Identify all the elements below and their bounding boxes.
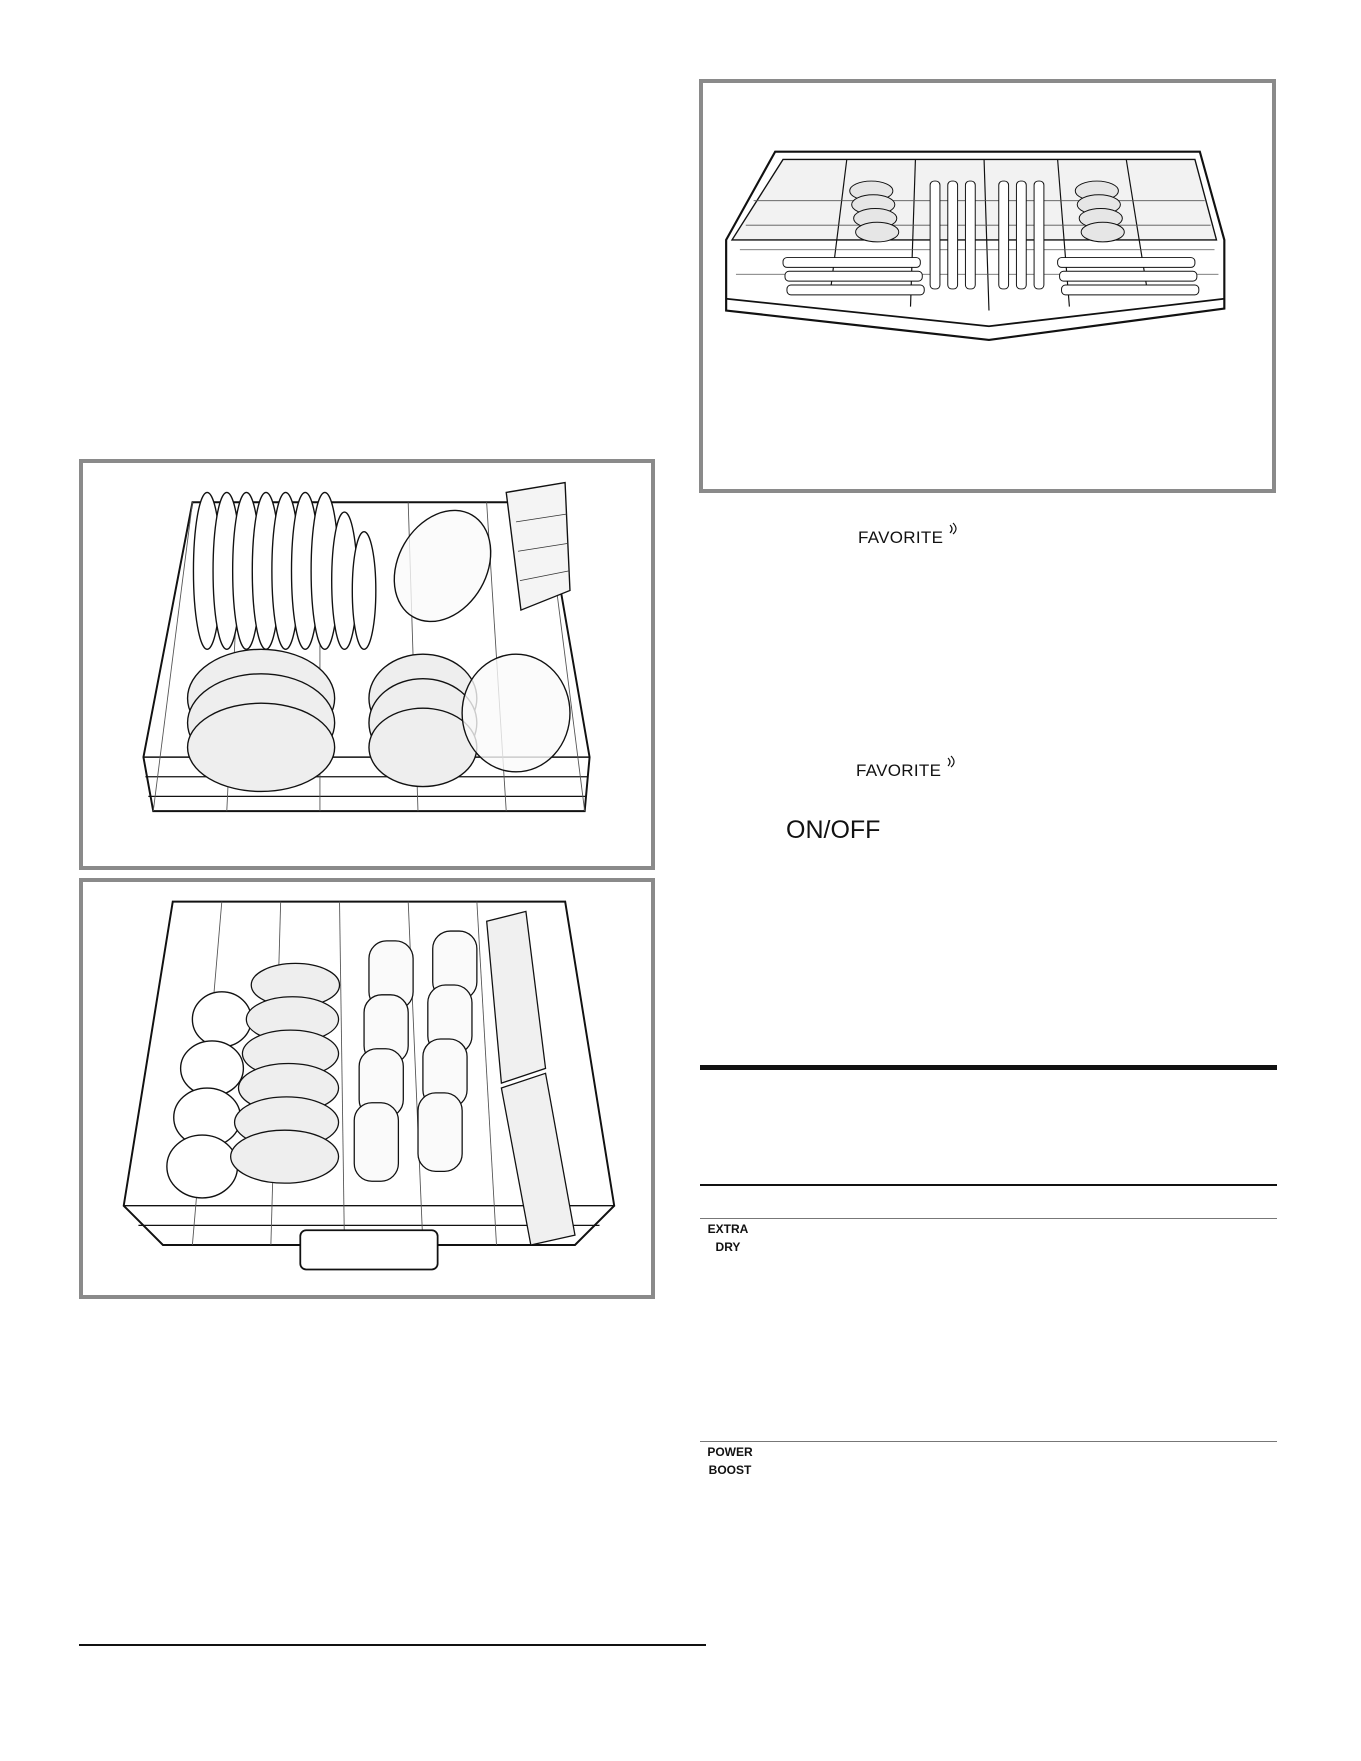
cutlery-tray-drawing [703,83,1272,489]
upper-rack-drawing [83,882,651,1295]
favorite-label-text: FAVORITE [856,761,942,780]
cutlery-tray-illustration [699,79,1276,493]
footer-rule [79,1644,706,1646]
upper-rack-illustration [79,878,655,1299]
wifi-signal-icon [948,521,960,535]
table-row-divider [700,1441,1277,1442]
extra-dry-line-2: DRY [715,1240,741,1254]
table-row-divider [700,1218,1277,1219]
lower-rack-drawing [83,463,651,866]
section-heading-rule [700,1065,1277,1070]
table-header-rule [700,1184,1277,1186]
power-boost-line-2: BOOST [708,1463,752,1477]
power-boost-option-label [700,1443,760,1479]
favorite-button-label [858,528,960,548]
lower-rack-illustration [79,459,655,870]
favorite-label-text: FAVORITE [858,528,944,547]
wifi-signal-icon [946,754,958,768]
on-off-button-label: ON/OFF [786,816,881,844]
extra-dry-option-label [700,1220,756,1256]
favorite-button-label [856,761,958,781]
power-boost-line-1: POWER [707,1445,753,1459]
extra-dry-line-1: EXTRA [707,1222,749,1236]
